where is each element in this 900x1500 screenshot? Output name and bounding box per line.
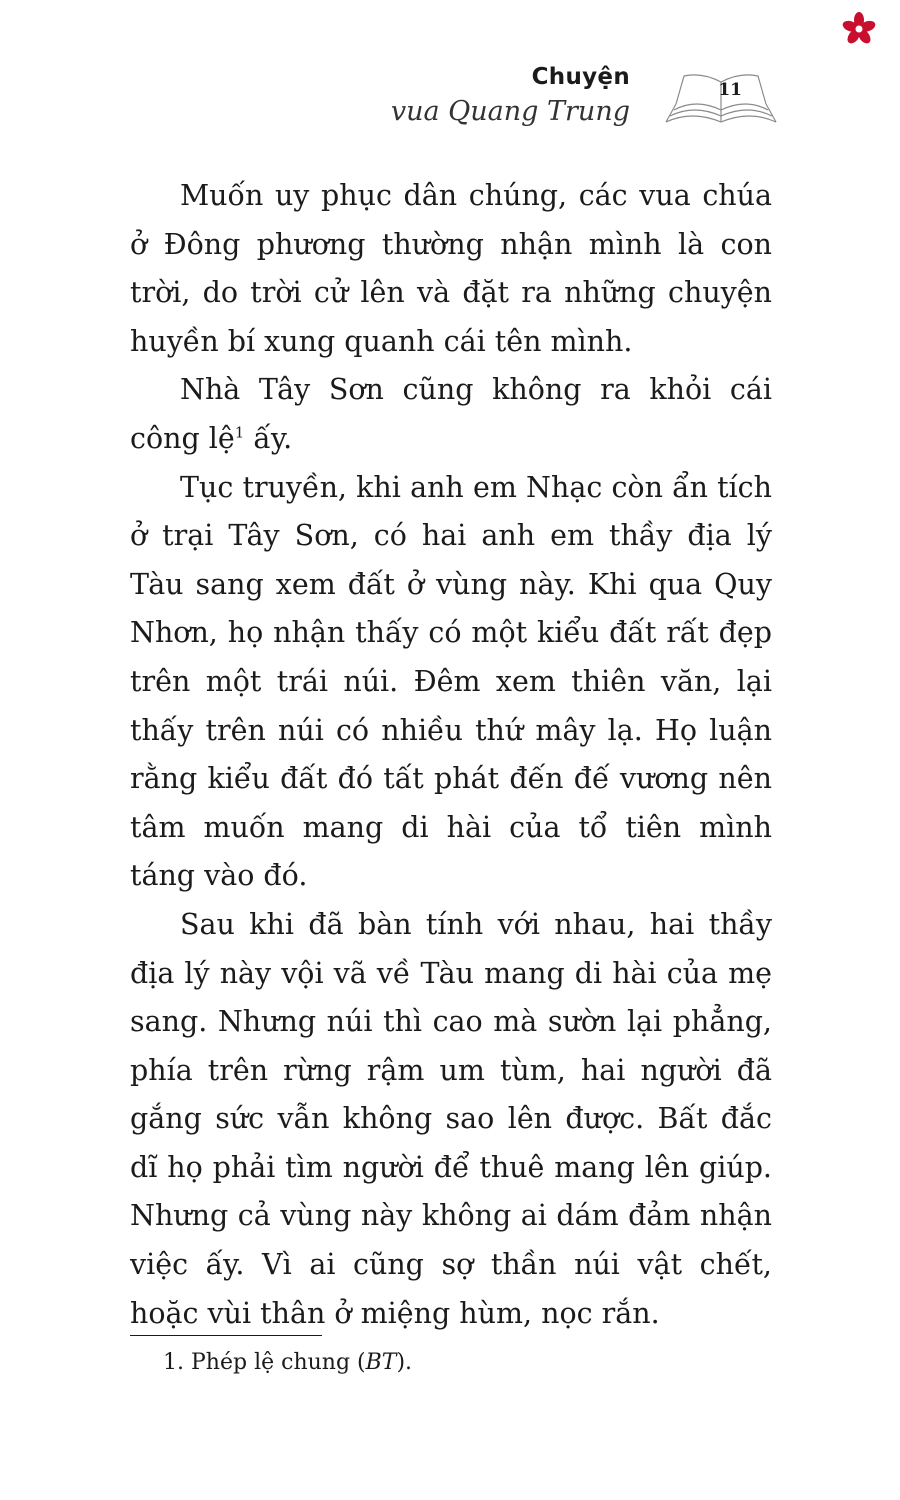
publisher-logo-icon — [842, 12, 876, 46]
paragraph: Muốn uy phục dân chúng, các vua chúa ở Đông phương thường nhận mình là con trời, do trời cử lên và đặt ra những chuyện huyền bí xung quanh cái tên mình. — [130, 179, 772, 358]
paragraph: Sau khi đã bàn tính với nhau, hai thầy địa lý này vội vã về Tàu mang di hài của mẹ sang. Nhưng núi thì cao mà sườn lại phẳng, phía trên rừng rậm um tùm, hai người đã gắng sức vẫn không sao lên được. Bất đắc dĩ họ phải tìm người để thuê mang lên giúp. Nhưng cả vùng này không ai dám đảm nhận việc ấy. Vì ai cũng sợ thần núi vật chết, hoặc vùi thân ở miệng hùm, nọc rắn. — [130, 907, 772, 1330]
footnote-divider — [130, 1335, 322, 1336]
book-subtitle: vua Quang Trung — [390, 96, 630, 127]
footnote-close: ). — [396, 1350, 413, 1375]
paragraph-text: Nhà Tây Sơn cũng không ra khỏi cái công lệ — [130, 373, 772, 455]
footnote-number: 1. — [163, 1350, 184, 1375]
footnote — [163, 1350, 412, 1375]
running-header — [300, 60, 780, 140]
open-book-icon — [662, 70, 780, 130]
book-title: Chuyện — [531, 64, 630, 90]
page-number: 11 — [718, 80, 742, 100]
footnote-abbreviation: BT — [365, 1350, 397, 1375]
paragraph-text: ấy. — [244, 421, 293, 455]
paragraph — [130, 366, 772, 463]
footnote-reference: 1 — [234, 423, 245, 442]
footnote-text: Phép lệ chung ( — [191, 1350, 366, 1375]
paragraph: Tục truyền, khi anh em Nhạc còn ẩn tích ở trại Tây Sơn, có hai anh em thầy địa lý Tàu sang xem đất ở vùng này. Khi qua Quy Nhơn, họ nhận thấy có một kiểu đất rất đẹp trên một trái núi. Đêm xem thiên văn, lại thấy trên núi có nhiều thứ mây lạ. Họ luận rằng kiểu đất đó tất phát đến đế vương nên tâm muốn mang di hài của tổ tiên mình táng vào đó. — [130, 470, 772, 893]
body-text — [130, 172, 772, 1338]
